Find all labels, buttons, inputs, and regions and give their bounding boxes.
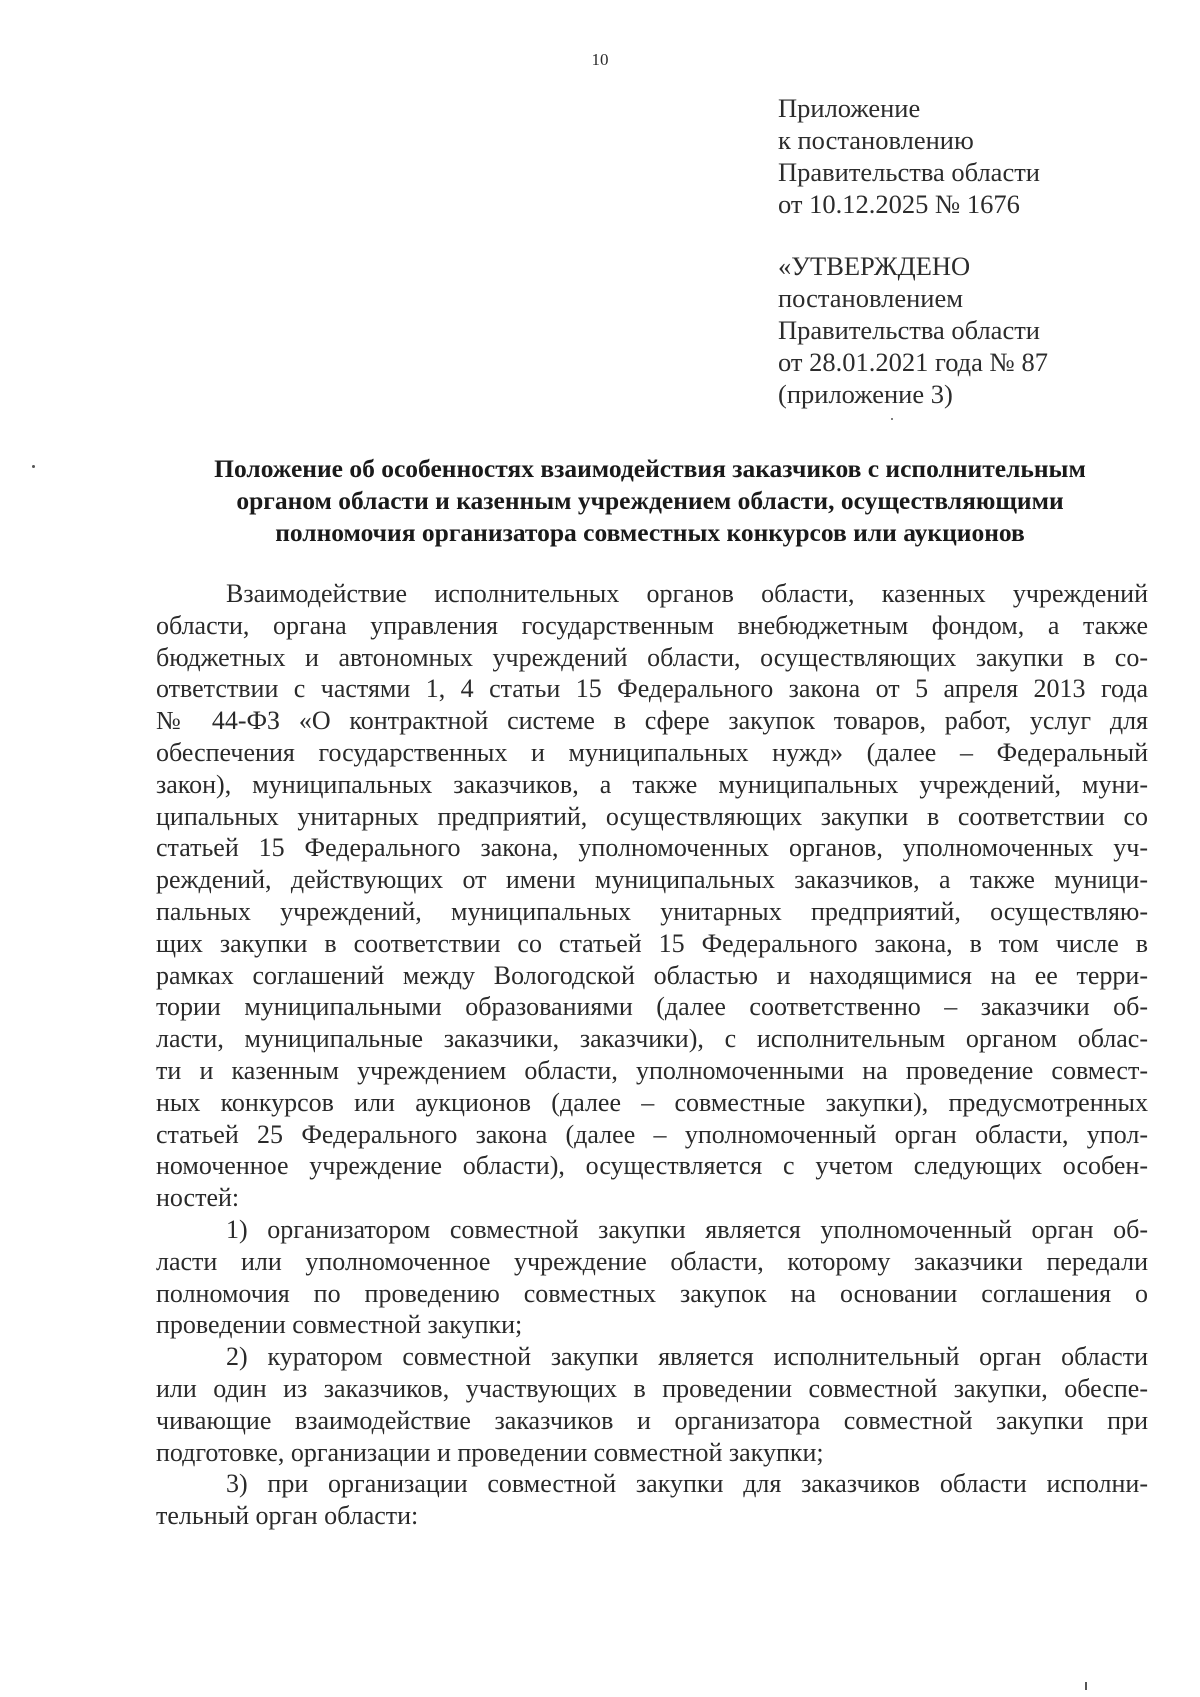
list-item-line: 2) куратором совместной закупки является исполнительный орган области — [226, 1342, 1148, 1372]
annex-line: от 10.12.2025 № 1676 — [778, 189, 1020, 219]
approved-block — [778, 250, 1158, 410]
approved-line: от 28.01.2021 года № 87 — [778, 347, 1048, 377]
list-item-line: подготовке, организации и проведении совместной закупки; — [156, 1437, 824, 1467]
annex-line: Правительства области — [778, 157, 1040, 187]
body-line: № 44-ФЗ «О контрактной системе в сфере закупок товаров, работ, услуг для — [156, 706, 1148, 736]
body-line: статьей 15 Федерального закона, уполномоченных органов, уполномоченных уч- — [156, 833, 1148, 863]
list-item-line: проведении совместной закупки; — [156, 1310, 523, 1340]
approved-line: «УТВЕРЖДЕНО — [778, 251, 971, 281]
approved-line: (приложение 3) — [778, 379, 953, 409]
list-item-line: или один из заказчиков, участвующих в проведении совместной закупки, обеспе- — [156, 1373, 1148, 1403]
body-line: Взаимодействие исполнительных органов области, казенных учреждений — [226, 579, 1148, 608]
body-line: рамках соглашений между Вологодской областью и находящимися на ее терри- — [156, 960, 1148, 990]
document-body — [156, 578, 1148, 1532]
body-line: щих закупки в соответствии со статьей 15 Федерального закона, в том числе в — [156, 928, 1148, 958]
list-item-line: ласти или уполномоченное учреждение области, которому заказчики передали — [156, 1246, 1148, 1276]
body-line: ти и казенным учреждением области, уполномоченными на проведение совмест- — [156, 1055, 1148, 1085]
annex-block — [778, 92, 1158, 220]
title-line: Положение об особенностях взаимодействия заказчиков с исполнительным — [214, 454, 1086, 483]
scan-speck — [891, 418, 893, 420]
scan-speck — [32, 465, 35, 468]
body-line: бюджетных и автономных учреждений области, осуществляющих закупки в со- — [156, 642, 1148, 672]
annex-line: Приложение — [778, 93, 921, 123]
title-line: полномочия организатора совместных конкурсов или аукционов — [275, 518, 1025, 547]
list-item-line: полномочия по проведению совместных закупок на основании соглашения о — [156, 1278, 1148, 1308]
body-line: области, органа управления государственным внебюджетным фондом, а также — [156, 610, 1148, 640]
list-item-line: тельный орган области: — [156, 1501, 419, 1531]
body-line: номоченное учреждение области), осуществляется с учетом следующих особен- — [156, 1151, 1148, 1181]
body-line: пальных учреждений, муниципальных унитарных предприятий, осуществляю- — [156, 896, 1148, 926]
page-number: 10 — [591, 50, 609, 69]
list-item-line: 3) при организации совместной закупки для заказчиков области исполни- — [226, 1469, 1148, 1499]
annex-line: к постановлению — [778, 125, 974, 155]
scan-speck — [1085, 1682, 1087, 1690]
body-line: статьей 25 Федерального закона (далее – уполномоченный орган области, упол- — [156, 1119, 1148, 1149]
body-line: ципальных унитарных предприятий, осуществляющих закупки в соответствии со — [156, 801, 1148, 831]
body-line: реждений, действующих от имени муниципальных заказчиков, а также муници- — [156, 865, 1148, 895]
list-item-line: чивающие взаимодействие заказчиков и организатора совместной закупки при — [156, 1405, 1148, 1435]
body-line: ласти, муниципальные заказчики, заказчики), с исполнительным органом облас- — [156, 1024, 1148, 1054]
body-line: тории муниципальными образованиями (далее соответственно – заказчики об- — [156, 992, 1148, 1022]
body-line: ответствии с частями 1, 4 статьи 15 Федерального закона от 5 апреля 2013 года — [156, 674, 1148, 704]
document-title — [150, 453, 1150, 549]
approved-line: Правительства области — [778, 315, 1040, 345]
body-line: закон), муниципальных заказчиков, а также муниципальных учреждений, муни- — [156, 769, 1148, 799]
body-line: обеспечения государственных и муниципальных нужд» (далее – Федеральный — [156, 737, 1148, 767]
body-line: ных конкурсов или аукционов (далее – совместные закупки), предусмотренных — [156, 1087, 1148, 1117]
body-line: ностей: — [156, 1183, 240, 1213]
title-line: органом области и казенным учреждением области, осуществляющими — [236, 486, 1064, 515]
approved-line: постановлением — [778, 283, 963, 313]
list-item-line: 1) организатором совместной закупки является уполномоченный орган об- — [226, 1214, 1148, 1244]
